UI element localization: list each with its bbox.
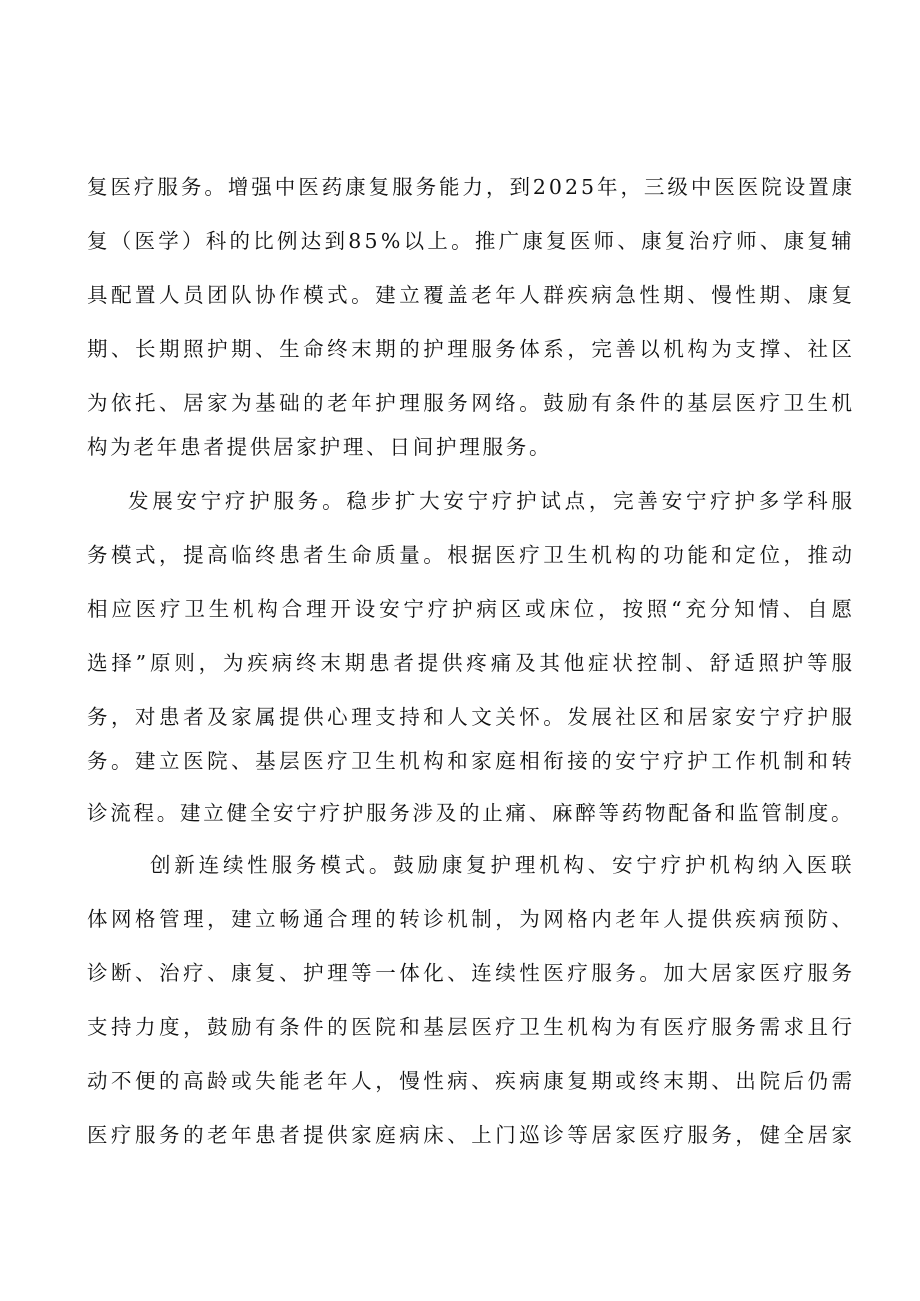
paragraph-1-line-1: 复医疗服务。增强中医药康复服务能力，到2025年，三级中医医院设置康 xyxy=(87,175,856,199)
paragraph-2-line-3: 相应医疗卫生机构合理开设安宁疗护病区或床位，按照“充分知情、自愿 xyxy=(87,597,856,621)
paragraph-2-line-2: 务模式，提高临终患者生命质量。根据医疗卫生机构的功能和定位，推动 xyxy=(87,543,856,567)
paragraph-3-line-3: 诊断、治疗、康复、护理等一体化、连续性医疗服务。加大居家医疗服务 xyxy=(87,961,856,985)
paragraph-3-line-1: 创新连续性服务模式。鼓励康复护理机构、安宁疗护机构纳入医联 xyxy=(150,853,856,877)
paragraph-2-line-4: 选择”原则，为疾病终末期患者提供疼痛及其他症状控制、舒适照护等服 xyxy=(87,651,856,675)
paragraph-3-line-2: 体网格管理，建立畅通合理的转诊机制，为网格内老年人提供疾病预防、 xyxy=(87,907,856,931)
paragraph-2-line-1: 发展安宁疗护服务。稳步扩大安宁疗护试点，完善安宁疗护多学科服 xyxy=(128,489,856,513)
paragraph-1-line-6: 构为老年患者提供居家护理、日间护理服务。 xyxy=(87,435,553,459)
paragraph-1-line-4: 期、长期照护期、生命终末期的护理服务体系，完善以机构为支撑、社区 xyxy=(87,337,856,361)
paragraph-1-line-3: 具配置人员团队协作模式。建立覆盖老年人群疾病急性期、慢性期、康复 xyxy=(87,283,856,307)
paragraph-2-line-5: 务，对患者及家属提供心理支持和人文关怀。发展社区和居家安宁疗护服 xyxy=(87,705,856,729)
paragraph-3-line-6: 医疗服务的老年患者提供家庭病床、上门巡诊等居家医疗服务，健全居家 xyxy=(87,1123,856,1147)
paragraph-1-line-2: 复（医学）科的比例达到85%以上。推广康复医师、康复治疗师、康复辅 xyxy=(87,229,855,253)
paragraph-2-line-6: 务。建立医院、基层医疗卫生机构和家庭相衔接的安宁疗护工作机制和转 xyxy=(87,749,856,773)
paragraph-1-line-5: 为依托、居家为基础的老年护理服务网络。鼓励有条件的基层医疗卫生机 xyxy=(87,391,856,415)
paragraph-3-line-5: 动不便的高龄或失能老年人，慢性病、疾病康复期或终末期、出院后仍需 xyxy=(87,1069,856,1093)
paragraph-2-line-7: 诊流程。建立健全安宁疗护服务涉及的止痛、麻醉等药物配备和监管制度。 xyxy=(87,801,855,825)
paragraph-3-line-4: 支持力度，鼓励有条件的医院和基层医疗卫生机构为有医疗服务需求且行 xyxy=(87,1015,856,1039)
